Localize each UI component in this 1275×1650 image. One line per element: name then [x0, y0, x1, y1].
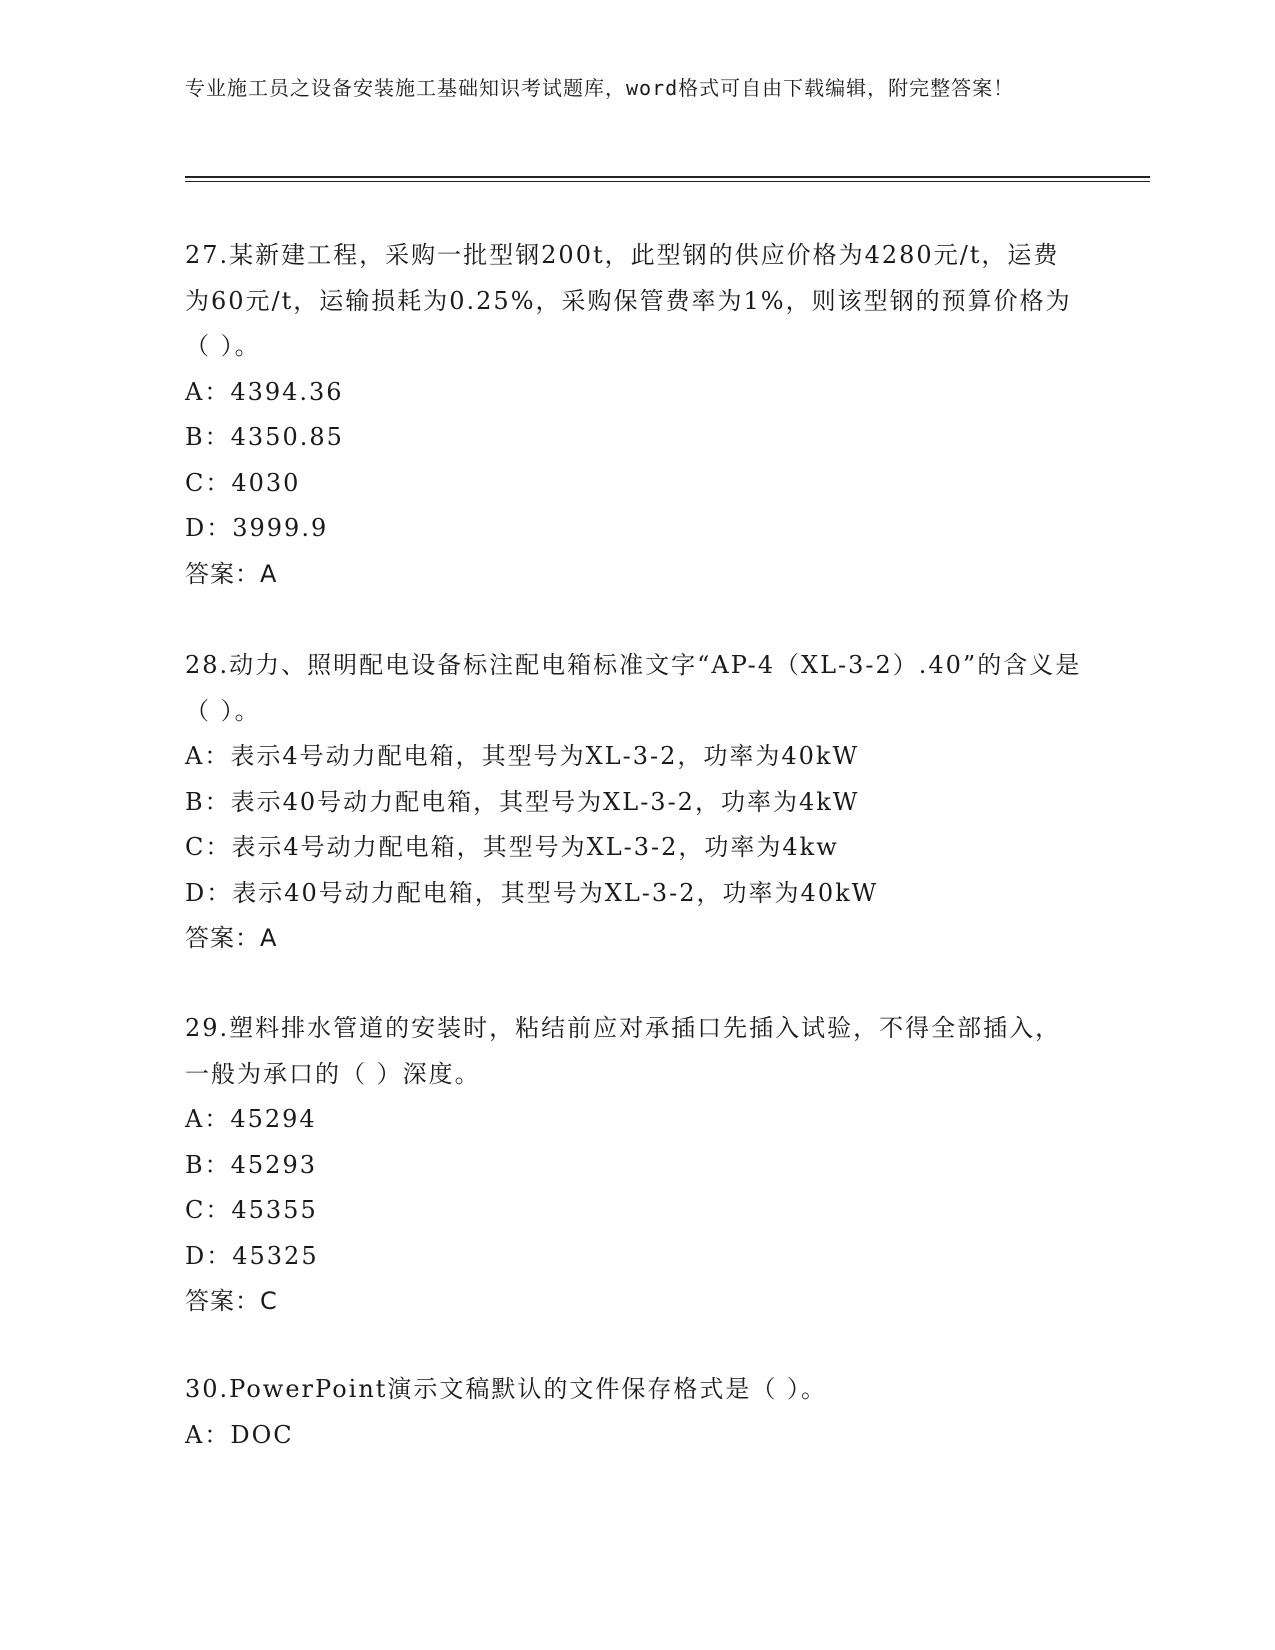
option-a: A：4394.36 — [185, 377, 344, 406]
question-stem: 30.PowerPoint演示文稿默认的文件保存格式是（ ）。 — [185, 1375, 828, 1403]
option-d: D：表示40号动力配电箱，其型号为XL-3-2，功率为40kW — [185, 878, 879, 907]
option-a: A：45294 — [185, 1105, 317, 1133]
question-27 — [185, 233, 1085, 597]
option-b: B：4350.85 — [185, 423, 344, 451]
question-28 — [185, 643, 1085, 962]
option-b: B：表示40号动力配电箱，其型号为XL-3-2，功率为4kW — [185, 787, 860, 816]
question-30 — [185, 1367, 1085, 1458]
header-divider — [185, 176, 1150, 178]
answer: 答案：A — [185, 924, 278, 952]
question-stem: 28.动力、照明配电设备标注配电箱标准文字“AP-4（XL-3-2）.40”的含义是（ ）。 — [185, 651, 1082, 725]
option-d: D：45325 — [185, 1241, 319, 1270]
document-header: 专业施工员之设备安装施工基础知识考试题库，word格式可自由下载编辑，附完整答案！ — [185, 76, 1015, 100]
option-a: A：表示4号动力配电箱，其型号为XL-3-2，功率为40kW — [185, 742, 860, 770]
question-stem: 27.某新建工程，采购一批型钢200t，此型钢的供应价格为4280元/t，运费为60元/t，运输损耗为0.25%，采购保管费率为1%，则该型钢的预算价格为（ ）。 — [185, 241, 1072, 360]
option-a: A：DOC — [185, 1420, 294, 1449]
question-stem: 29.塑料排水管道的安装时，粘结前应对承插口先插入试验，不得全部插入，一般为承口的（ ）深度。 — [185, 1014, 1062, 1088]
answer: 答案：C — [185, 1287, 278, 1315]
option-c: C：4030 — [185, 468, 301, 497]
option-b: B：45293 — [185, 1150, 317, 1179]
answer: 答案：A — [185, 559, 278, 588]
option-d: D：3999.9 — [185, 514, 329, 542]
header-divider-thin — [185, 181, 1150, 182]
option-c: C：表示4号动力配电箱，其型号为XL-3-2，功率为4kw — [185, 833, 839, 861]
option-c: C：45355 — [185, 1196, 318, 1224]
question-29 — [185, 1006, 1085, 1325]
